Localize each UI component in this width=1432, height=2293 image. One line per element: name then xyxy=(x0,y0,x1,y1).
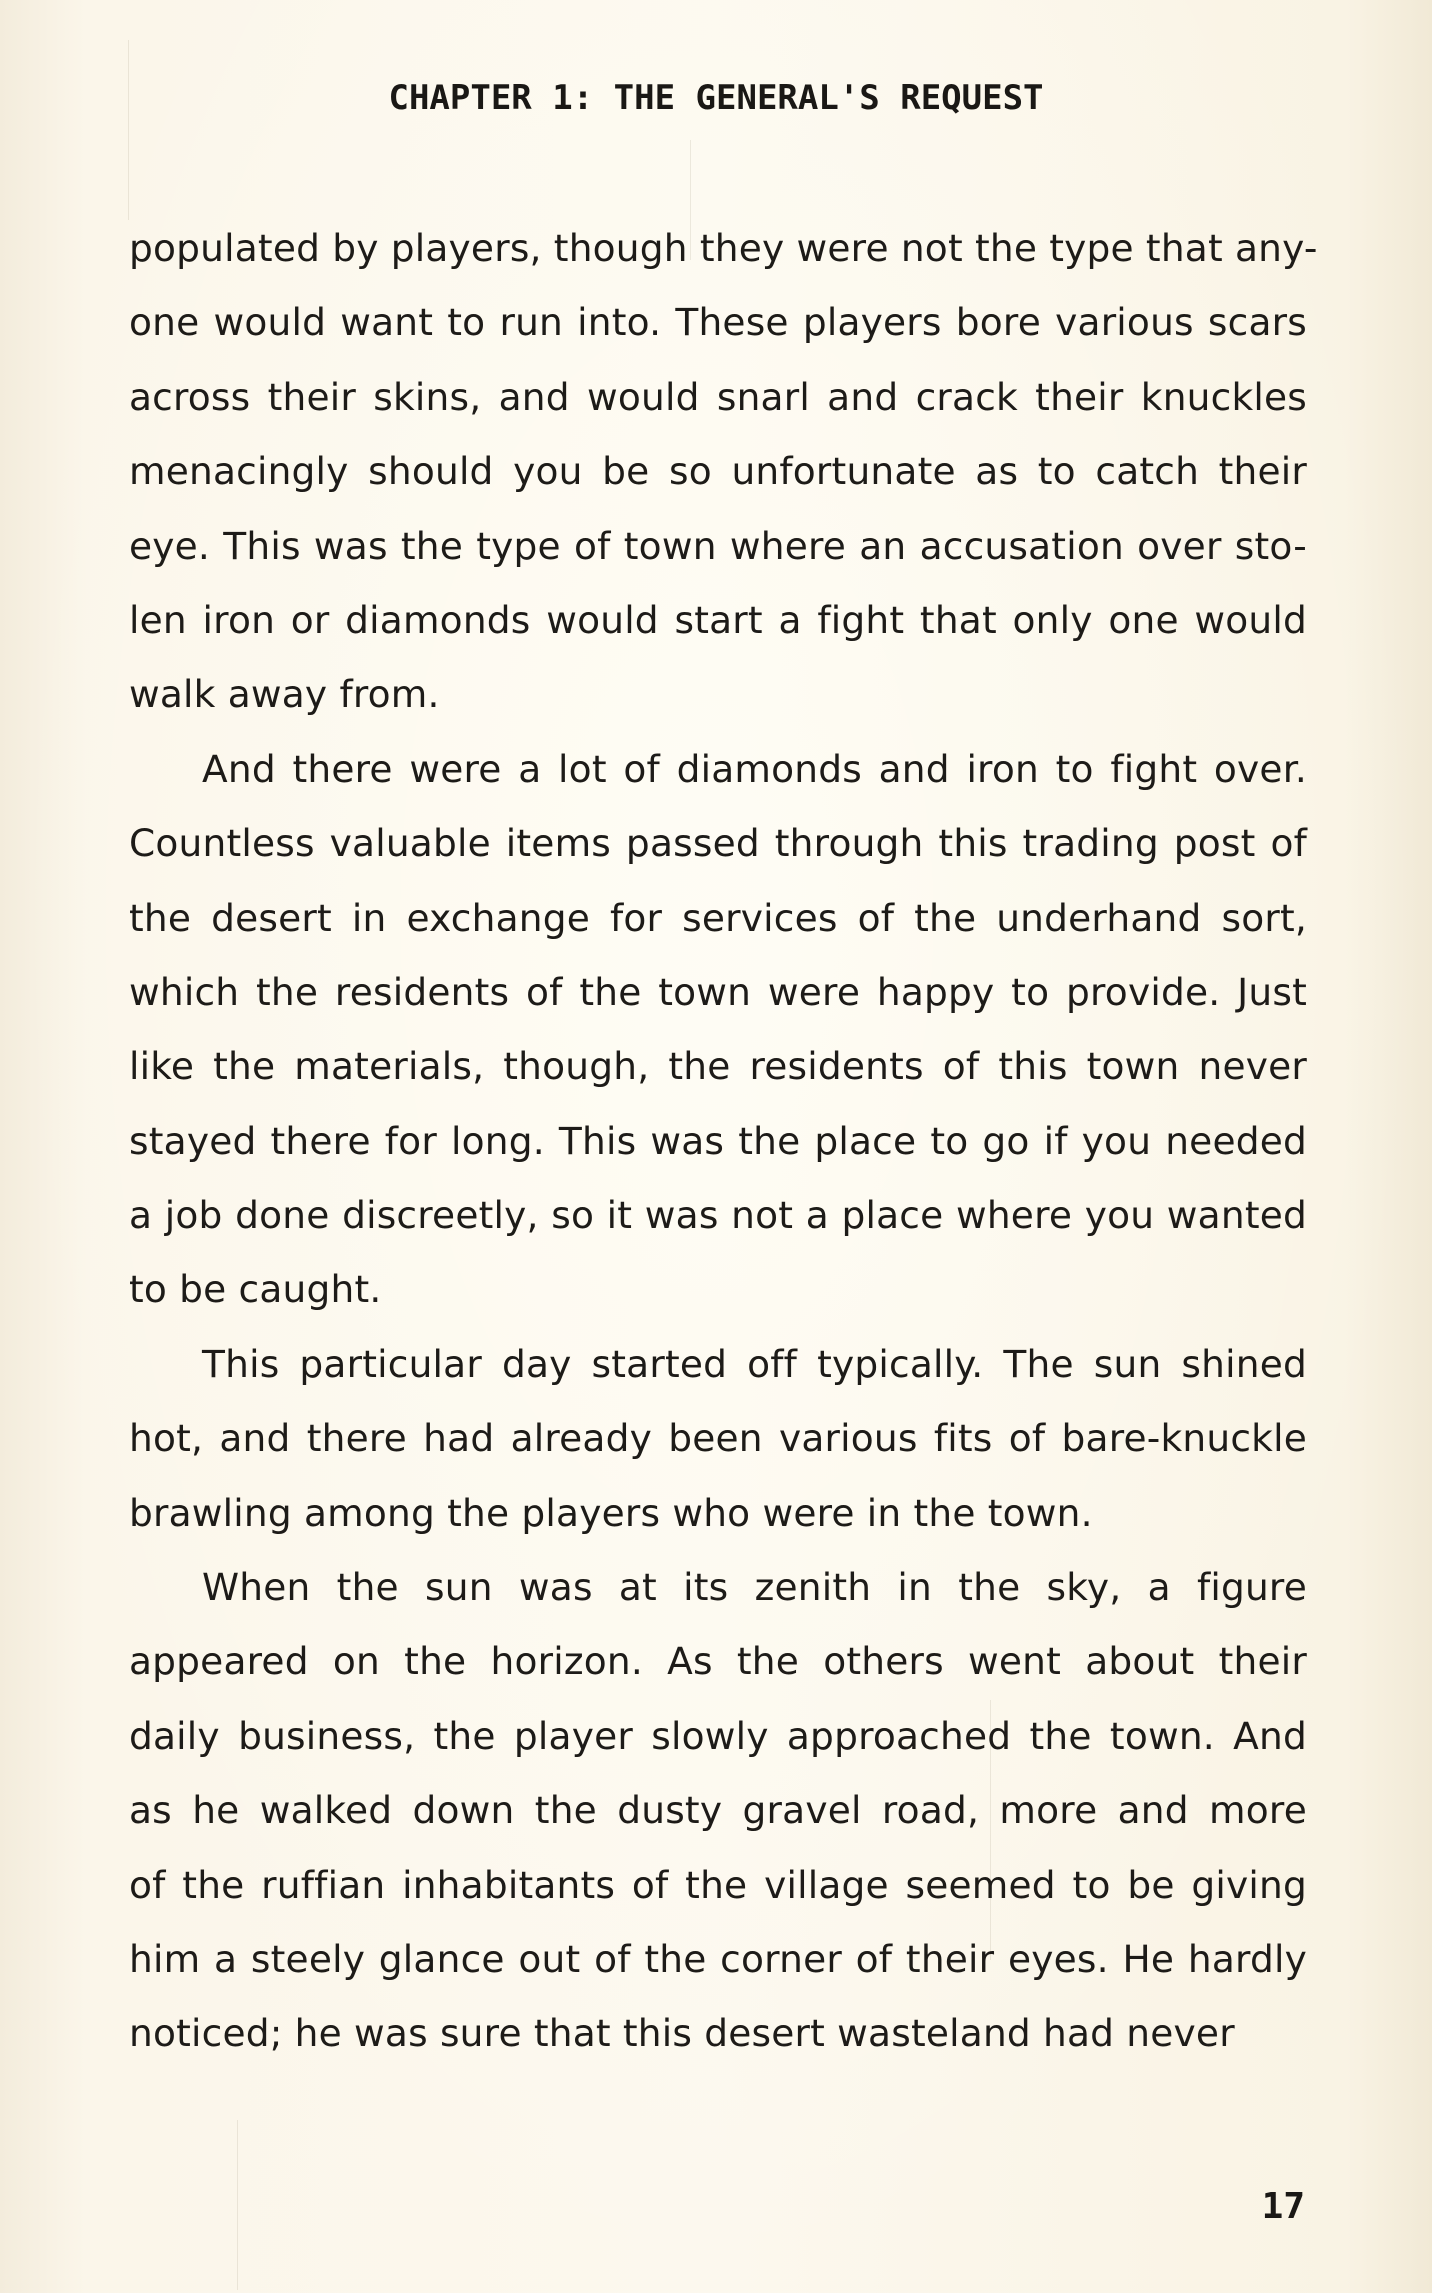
text-line: a job done discreetly, so it was not a place where you wanted xyxy=(129,1193,1307,1238)
body-text xyxy=(129,211,1318,2071)
text-line: stayed there for long. This was the place to go if you needed xyxy=(129,1118,1307,1163)
text-line: hot, and there had already been various fits of bare-knuckle xyxy=(129,1416,1307,1461)
text-line: across their skins, and would snarl and crack their knuckles xyxy=(129,374,1307,419)
text-line: of the ruffian inhabitants of the village seemed to be giving xyxy=(129,1862,1307,1907)
text-line: appeared on the horizon. As the others went about their xyxy=(129,1639,1307,1684)
text-line: len iron or diamonds would start a fight that only one would xyxy=(129,597,1307,642)
running-header xyxy=(0,78,1432,118)
text-line: walk away from. xyxy=(129,672,440,717)
text-line: which the residents of the town were happy to provide. Just xyxy=(129,969,1307,1014)
text-line: daily business, the player slowly approached the town. And xyxy=(129,1713,1307,1758)
page-number: 17 xyxy=(1261,2186,1305,2227)
paper-crease xyxy=(237,2120,238,2290)
text-line: eye. This was the type of town where an accusation over sto- xyxy=(129,523,1307,568)
paper-crease xyxy=(128,40,129,220)
text-line: populated by players, though they were not the type that any- xyxy=(129,226,1318,270)
paragraph xyxy=(129,1550,1307,2071)
text-line: Countless valuable items passed through this trading post of xyxy=(129,821,1307,866)
paragraph xyxy=(129,211,1318,732)
text-line: to be caught. xyxy=(129,1267,382,1312)
text-line: menacingly should you be so unfortunate as to catch their xyxy=(129,449,1307,494)
text-line: one would want to run into. These players bore various scars xyxy=(129,300,1307,345)
text-line: as he walked down the dusty gravel road, more and more xyxy=(129,1788,1307,1833)
text-line: And there were a lot of diamonds and iron to fight over. xyxy=(202,746,1307,791)
text-line: This particular day started off typically. The sun shined xyxy=(202,1341,1307,1386)
paragraph xyxy=(129,732,1307,1327)
text-line: noticed; he was sure that this desert wasteland had never xyxy=(129,2011,1235,2056)
text-line: him a steely glance out of the corner of their eyes. He hardly xyxy=(129,1936,1307,1981)
text-line: like the materials, though, the residents of this town never xyxy=(129,1044,1307,1089)
paragraph xyxy=(129,1327,1307,1550)
text-line: the desert in exchange for services of the underhand sort, xyxy=(129,895,1307,940)
text-line: When the sun was at its zenith in the sky, a figure xyxy=(202,1565,1307,1610)
chapter-title: THE GENERAL'S REQUEST xyxy=(613,78,1044,118)
chapter-label: CHAPTER 1: xyxy=(388,78,594,118)
text-line: brawling among the players who were in the town. xyxy=(129,1490,1093,1535)
